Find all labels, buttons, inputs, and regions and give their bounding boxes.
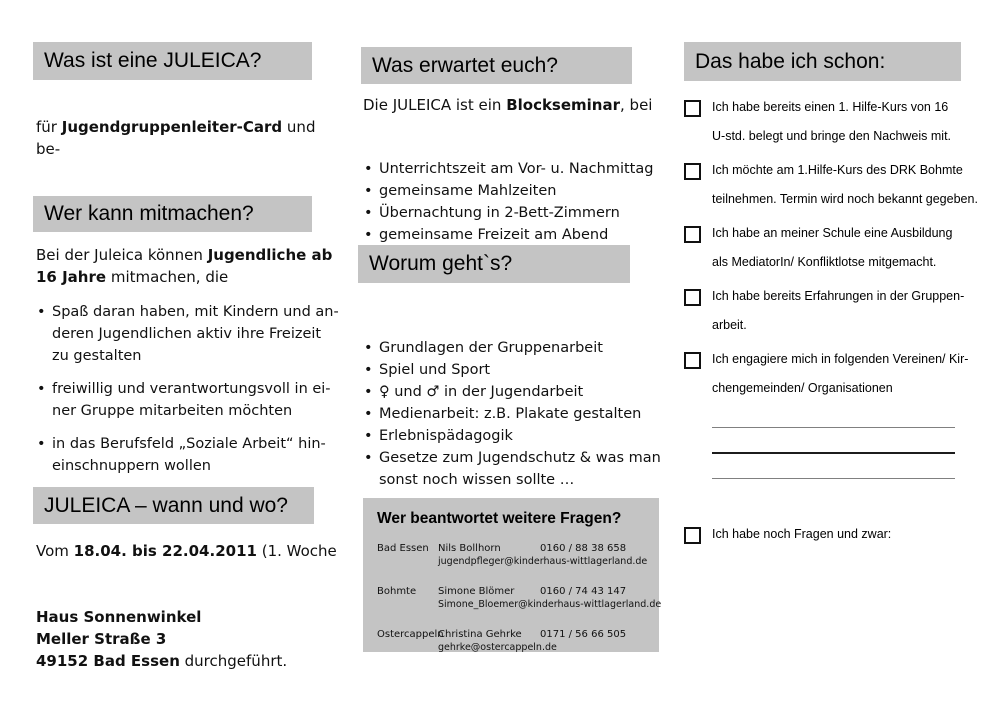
paragraph-termin-und-ort: Vom 18.04. bis 22.04.2011 (1. Woche Haus Sonnenwinkel Meller Straße 3 49152 Bad Essen durchgeführt.	[36, 542, 337, 670]
contact-name: Nils Bollhorn	[438, 543, 501, 554]
contact-row	[377, 542, 659, 568]
list-item: • Spaß daran haben, mit Kindern und an- deren Jugendlichen aktiv ihre Freizeit zu gestalten	[36, 301, 340, 367]
list-item: • Unterrichtszeit am Vor- u. Nachmittag	[363, 158, 671, 180]
checklist-item-label: Ich habe bereits einen 1. Hilfe-Kurs von 16 U-std. belegt und bringe den Nachweis mit.	[712, 100, 952, 143]
contact-phone: 0160 / 88 38 658	[540, 543, 627, 554]
checklist-item-label: Ich engagiere mich in folgenden Vereinen/ Kir- chengemeinden/ Organisationen	[712, 352, 969, 395]
checklist-item	[684, 282, 984, 340]
write-in-line[interactable]	[712, 452, 955, 454]
contact-name: Christina Gehrke	[438, 629, 522, 640]
list-item: • gemeinsame Freizeit am Abend	[363, 224, 671, 246]
list-item: • in das Berufsfeld „Soziale Arbeit“ hin- einschnuppern wollen	[36, 433, 340, 477]
contact-row	[377, 585, 662, 611]
section-header-wer-kann-mitmachen: Wer kann mitmachen?	[33, 196, 312, 232]
list-item: • Gesetze zum Jugendschutz & was man sonst noch wissen sollte …	[363, 447, 673, 491]
paragraph-teilnahme-intro: Bei der Juleica können Jugendliche ab 16 Jahre mitmachen, die	[36, 246, 333, 286]
section-header-was-ist-eine-juleica: Was ist eine JULEICA?	[33, 42, 312, 80]
write-in-line[interactable]	[712, 478, 955, 479]
section-header-das-habe-ich-schon: Das habe ich schon:	[684, 42, 961, 81]
paragraph-themen-intro	[363, 296, 673, 318]
contact-email: Simone_Bloemer@kinderhaus-wittlagerland.de	[438, 599, 662, 610]
checkbox-mediator-ausbildung[interactable]	[684, 226, 701, 243]
bullet-list-themen	[363, 337, 673, 491]
list-item: • gemeinsame Mahlzeiten	[363, 180, 671, 202]
checklist-item-label: Ich möchte am 1.Hilfe-Kurs des DRK Bohmte teilnehmen. Termin wird noch bekannt gegeben.	[712, 163, 978, 206]
write-in-lines	[712, 427, 955, 503]
bullet-list-seminar-ablauf	[363, 158, 671, 246]
contact-name: Simone Blömer	[438, 586, 515, 597]
list-item: • Spiel und Sport	[363, 359, 673, 381]
list-item: • freiwillig und verantwortungsvoll in ei- ner Gruppe mitarbeiten möchten	[36, 378, 340, 422]
list-item: • Grundlagen der Gruppenarbeit	[363, 337, 673, 359]
list-item: • ♀ und ♂ in der Jugendarbeit	[363, 381, 673, 403]
paragraph-blockseminar: Die JULEICA ist ein Blockseminar, bei	[363, 96, 653, 114]
list-item: • Erlebnispädagogik	[363, 425, 673, 447]
section-header-wann-und-wo: JULEICA – wann und wo?	[33, 487, 314, 524]
checklist-item-label: Ich habe an meiner Schule eine Ausbildung als MediatorIn/ Konfliktlotse mitgemacht.	[712, 226, 953, 269]
checklist-final	[684, 520, 984, 554]
checklist	[684, 93, 984, 408]
checklist-item	[684, 345, 984, 403]
checklist-item-label: Ich habe noch Fragen und zwar:	[712, 527, 892, 541]
checklist-item	[684, 520, 984, 549]
checkbox-engagement-vereine[interactable]	[684, 352, 701, 369]
contact-box-title: Wer beantwortet weitere Fragen?	[377, 510, 622, 527]
contact-place: Bad Essen	[377, 543, 429, 554]
checklist-item-label: Ich habe bereits Erfahrungen in der Gruppen- arbeit.	[712, 289, 965, 332]
list-item: • Übernachtung in 2-Bett-Zimmern	[363, 202, 671, 224]
write-in-line[interactable]	[712, 427, 955, 428]
checkbox-noch-fragen[interactable]	[684, 527, 701, 544]
section-header-worum-gehts: Worum geht`s?	[358, 245, 630, 283]
contact-phone: 0160 / 74 43 147	[540, 586, 627, 597]
contact-rows	[377, 542, 662, 654]
contact-phone: 0171 / 56 66 505	[540, 629, 627, 640]
checkbox-gruppenarbeit-erfahrung[interactable]	[684, 289, 701, 306]
checklist-item	[684, 219, 984, 277]
paragraph-juleica-definition: für Jugendgruppenleiter-Card und be-	[36, 118, 316, 158]
section-header-was-erwartet-euch: Was erwartet euch?	[361, 47, 632, 84]
contact-email: gehrke@ostercappeln.de	[438, 642, 557, 653]
contact-place: Ostercappeln	[377, 629, 444, 640]
contact-email: jugendpfleger@kinderhaus-wittlagerland.de	[438, 556, 648, 567]
checkbox-erste-hilfe-vorhanden[interactable]	[684, 100, 701, 117]
checkbox-erste-hilfe-kurs-drk[interactable]	[684, 163, 701, 180]
list-item: • Medienarbeit: z.B. Plakate gestalten	[363, 403, 673, 425]
checklist-item	[684, 93, 984, 151]
contact-row	[377, 628, 659, 654]
bullet-list-teilnahme	[36, 301, 340, 488]
contact-place: Bohmte	[377, 586, 417, 597]
checklist-item	[684, 156, 984, 214]
contact-box	[363, 498, 662, 653]
